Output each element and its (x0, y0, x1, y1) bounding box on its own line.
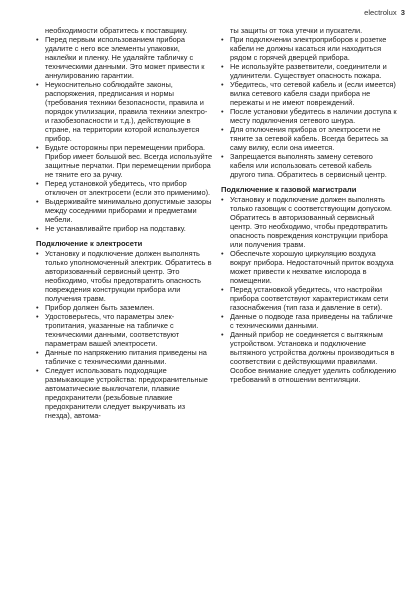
list-item (221, 285, 398, 312)
list-item (36, 366, 213, 420)
bullet-icon: • (221, 249, 224, 258)
list-item-text: После установки убедитесь в наличии доступа к месту подключения сетевого шнура. (230, 107, 397, 125)
list-item-text: Данные по напряжению питания приведены на табличке с техническими данными. (45, 348, 207, 366)
right-column (221, 26, 398, 384)
list-item-text: Перед установкой убедитесь, что настройки прибора соответствуют характеристикам сети газоснабжения (тип газа и давление в сети). (230, 285, 389, 312)
list-item-text: Не устанавливайте прибор на подставку. (45, 224, 186, 233)
bullet-icon: • (221, 35, 224, 44)
list-item (221, 312, 398, 330)
list-item-text: Данный прибор не соединяется с вытяжным устройством. Установка и подключение вытяжного устройства должны производиться в соответствии с действующими правилами. Особое внимание следует уделить соблюдению требований в отношении вентиляции. (230, 330, 397, 384)
bullet-icon: • (36, 366, 39, 375)
list-item-text: Не используйте разветвители, соединители и удлинители. Существует опасность пожара. (230, 62, 387, 80)
list-item (36, 143, 213, 179)
list-item (36, 197, 213, 224)
list-item (221, 152, 398, 179)
list-item-text: Выдерживайте минимально допустимые зазоры между соседними приборами и предметами мебели. (45, 197, 212, 224)
list-item-text: Перед первым использованием прибора удалите с него все элементы упаковки, наклейки и пленку. Не удаляйте табличку с техническими данными. Это может привести к аннулированию гарантии. (45, 35, 205, 80)
list-item (36, 80, 213, 143)
list-item (36, 348, 213, 366)
page-header (364, 8, 405, 17)
bullet-icon: • (36, 348, 39, 357)
list-item (36, 249, 213, 303)
page-number: 3 (400, 8, 405, 17)
bullet-icon: • (221, 152, 224, 161)
bullet-icon: • (221, 195, 224, 204)
bullet-icon: • (36, 197, 39, 206)
bullet-icon: • (36, 249, 39, 258)
brand-name: electrolux (364, 8, 397, 17)
list-item (221, 80, 398, 107)
section-title-gas: Подключение к газовой магистрали (221, 185, 357, 194)
bullet-icon: • (221, 62, 224, 71)
list-item-text: Следует использовать подходящие размыкающие устройства: предохранительные автоматические выключатели, плавкие предохранители (резьбовые плавкие предохранители следует выкручивать из гнезда), автома- (45, 366, 208, 420)
bullet-icon: • (221, 330, 224, 339)
bullet-icon: • (221, 285, 224, 294)
continued-text: ты защиты от тока утечки и пускатели. (230, 26, 363, 35)
list-item (221, 249, 398, 285)
list-item-text: Перед установкой убедитесь, что прибор отключен от электросети (если это применимо). (45, 179, 211, 197)
section-title-electrical: Подключение к электросети (36, 239, 143, 248)
list-item-text: Удостоверьтесь, что параметры электропитания, указанные на табличке с техническими данными, соответствуют параметрам вашей электросети. (45, 312, 180, 348)
bullet-icon: • (36, 80, 39, 89)
list-item-text: Убедитесь, что сетевой кабель и (если имеется) вилка сетевого кабеля сзади прибора не пережаты и не имеют повреждений. (230, 80, 396, 107)
left-column (36, 26, 213, 420)
cable-list (221, 35, 398, 179)
list-item-text: Установку и подключение должен выполнять только уполномоченный электрик. Обратитесь в авторизованный сервисный центр. Это необходимо, чтобы предотвратить опасность повреждения конструкции прибора или получения травм. (45, 249, 212, 303)
list-item (36, 312, 213, 348)
list-item-text: Будьте осторожны при перемещении прибора. Прибор имеет большой вес. Всегда используйте защитные перчатки. При перемещении прибора не тяните его за ручку. (45, 143, 213, 179)
bullet-icon: • (36, 224, 39, 233)
list-item-text: Прибор должен быть заземлен. (45, 303, 155, 312)
bullet-icon: • (36, 312, 39, 321)
bullet-icon: • (221, 312, 224, 321)
list-item (221, 107, 398, 125)
list-item (36, 224, 213, 233)
bullet-icon: • (36, 35, 39, 44)
bullet-icon: • (36, 303, 39, 312)
bullet-icon: • (36, 179, 39, 188)
list-item-text: Обеспечьте хорошую циркуляцию воздуха вокруг прибора. Недостаточный приток воздуха может привести к нехватке кислорода в помещении. (230, 249, 394, 285)
bullet-icon: • (36, 143, 39, 152)
gas-list (221, 195, 398, 384)
list-item-text: Данные о подводе газа приведены на табличке с техническими данными. (230, 312, 393, 330)
list-item (221, 330, 398, 384)
list-item-text: Запрещается выполнять замену сетевого кабеля или использовать сетевой кабель другого типа. Обратитесь в сервисный центр. (230, 152, 387, 179)
list-item (36, 35, 213, 80)
bullet-icon: • (221, 107, 224, 116)
list-item-text: Для отключения прибора от электросети не тяните за сетевой кабель. Всегда беритесь за саму вилку, если она имеется. (230, 125, 389, 152)
safety-list (36, 35, 213, 233)
list-item-text: При подключении электроприборов к розетке кабели не должны касаться или находиться рядом с горячей дверцей прибора. (230, 35, 387, 62)
list-item (36, 303, 213, 312)
electrical-list (36, 249, 213, 420)
list-item-text: Установку и подключение должен выполнять только газовщик с соответствующим допуском. Обратитесь в авторизованный сервисный центр. Это необходимо, чтобы предотвратить опасность повреждения конструкции прибора или получения травм. (230, 195, 392, 249)
list-item (221, 62, 398, 80)
bullet-icon: • (221, 80, 224, 89)
list-item (221, 35, 398, 62)
list-item (221, 125, 398, 152)
bullet-icon: • (221, 125, 224, 134)
continued-text: необходимости обратитесь к поставщику. (45, 26, 188, 35)
list-item (221, 195, 398, 249)
list-item-text: Неукоснительно соблюдайте законы, распоряжения, предписания и нормы (требования техники безопасности, правила и порядок утилизации, правила техники электро- и газобезопасности и т.д.), действующие в стране, на территории которой используется прибор. (45, 80, 208, 143)
list-item (36, 179, 213, 197)
